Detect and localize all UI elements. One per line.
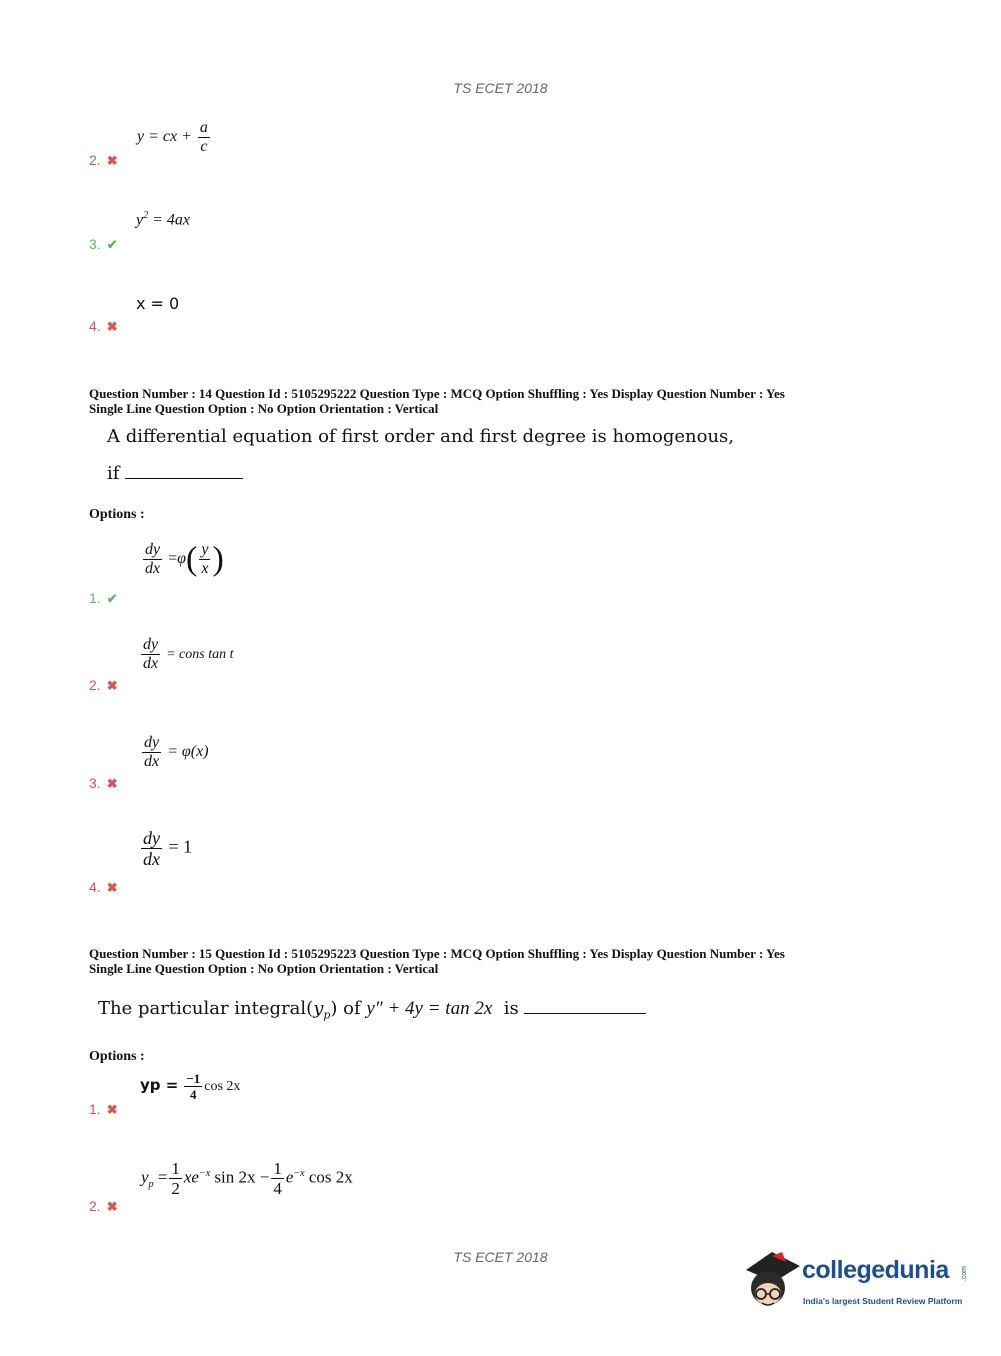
q13-option-4-formula: x = 0 [136, 294, 180, 313]
q14-option-4-number: 4. ✖ [89, 879, 118, 895]
q13-option-4-number: 4. ✖ [89, 318, 118, 334]
wrong-mark-icon: ✖ [106, 1102, 118, 1117]
q15-option-1-formula: yp = $\frac{-1}{4}$ cos 2x [140, 1071, 241, 1102]
logo-wordmark: collegedunia [802, 1256, 949, 1284]
q15-options-label: Options : [89, 1049, 145, 1064]
collegedunia-logo [742, 1248, 972, 1318]
q14-option-3-number: 3. ✖ [89, 775, 118, 791]
q14-question-line-1: A differential equation of first order and first degree is homogenous, [107, 426, 735, 447]
q13-option-3-number: 3. ✔ [89, 236, 118, 252]
wrong-mark-icon: ✖ [106, 153, 118, 168]
wrong-mark-icon: ✖ [106, 678, 118, 693]
q15-option-2-formula: $y_p$ = $\frac{1}{2}$ $xe^{-x}$ sin 2x − $\frac{1}{4}$ $e^{-x}$ cos 2x [141, 1159, 353, 1198]
q14-options-label: Options : [89, 507, 145, 522]
q13-option-3-formula: $y^2 = 4ax$ [136, 210, 191, 229]
q14-meta: Question Number : 14 Question Id : 5105295222 Question Type : MCQ Option Shuffling : Yes Display Question Number : Yes Single Line Question Option : No Option Orientation : Vertical [89, 386, 785, 416]
wrong-mark-icon: ✖ [106, 880, 118, 895]
q13-option-2-number: 2. ✖ [89, 152, 118, 168]
correct-mark-icon: ✔ [106, 591, 118, 606]
q15-question: The particular $integral(y_p)$ of y″ + 4y = tan 2x is [98, 998, 646, 1022]
page-header: TS ECET 2018 [453, 80, 548, 96]
q14-question-line-2: if [107, 463, 243, 484]
q15-meta: Question Number : 15 Question Id : 5105295223 Question Type : MCQ Option Shuffling : Yes Display Question Number : Yes Single Line Question Option : No Option Orientation : Vertical [89, 946, 785, 976]
wrong-mark-icon: ✖ [106, 319, 118, 334]
correct-mark-icon: ✔ [106, 237, 118, 252]
logo-suffix: .com [961, 1266, 968, 1282]
q14-option-2-number: 2. ✖ [89, 677, 118, 693]
page-footer: TS ECET 2018 [453, 1249, 548, 1265]
q14-option-2-formula: $\frac{dy}{dx}$ = cons tan t [143, 636, 234, 672]
q14-option-1-number: 1. ✔ [89, 590, 118, 606]
answer-blank [125, 478, 243, 479]
q15-option-1-number: 1. ✖ [89, 1101, 118, 1117]
logo-tagline: India's largest Student Review Platform [803, 1296, 963, 1306]
q14-option-4-formula: $\frac{dy}{dx}$ = 1 [143, 828, 193, 869]
q14-option-3-formula: $\frac{dy}{dx}$ = φ(x) [144, 734, 209, 770]
mascot-icon [742, 1248, 800, 1314]
answer-blank [524, 1013, 646, 1014]
q15-option-2-number: 2. ✖ [89, 1198, 118, 1214]
q13-option-2-formula: y = cx + $\frac{a}{c}$ [137, 119, 208, 155]
q14-option-1-formula: $\frac{dy}{dx}$ =φ( $\frac{y}{x}$ ) [145, 540, 224, 578]
wrong-mark-icon: ✖ [106, 776, 118, 791]
wrong-mark-icon: ✖ [106, 1199, 118, 1214]
